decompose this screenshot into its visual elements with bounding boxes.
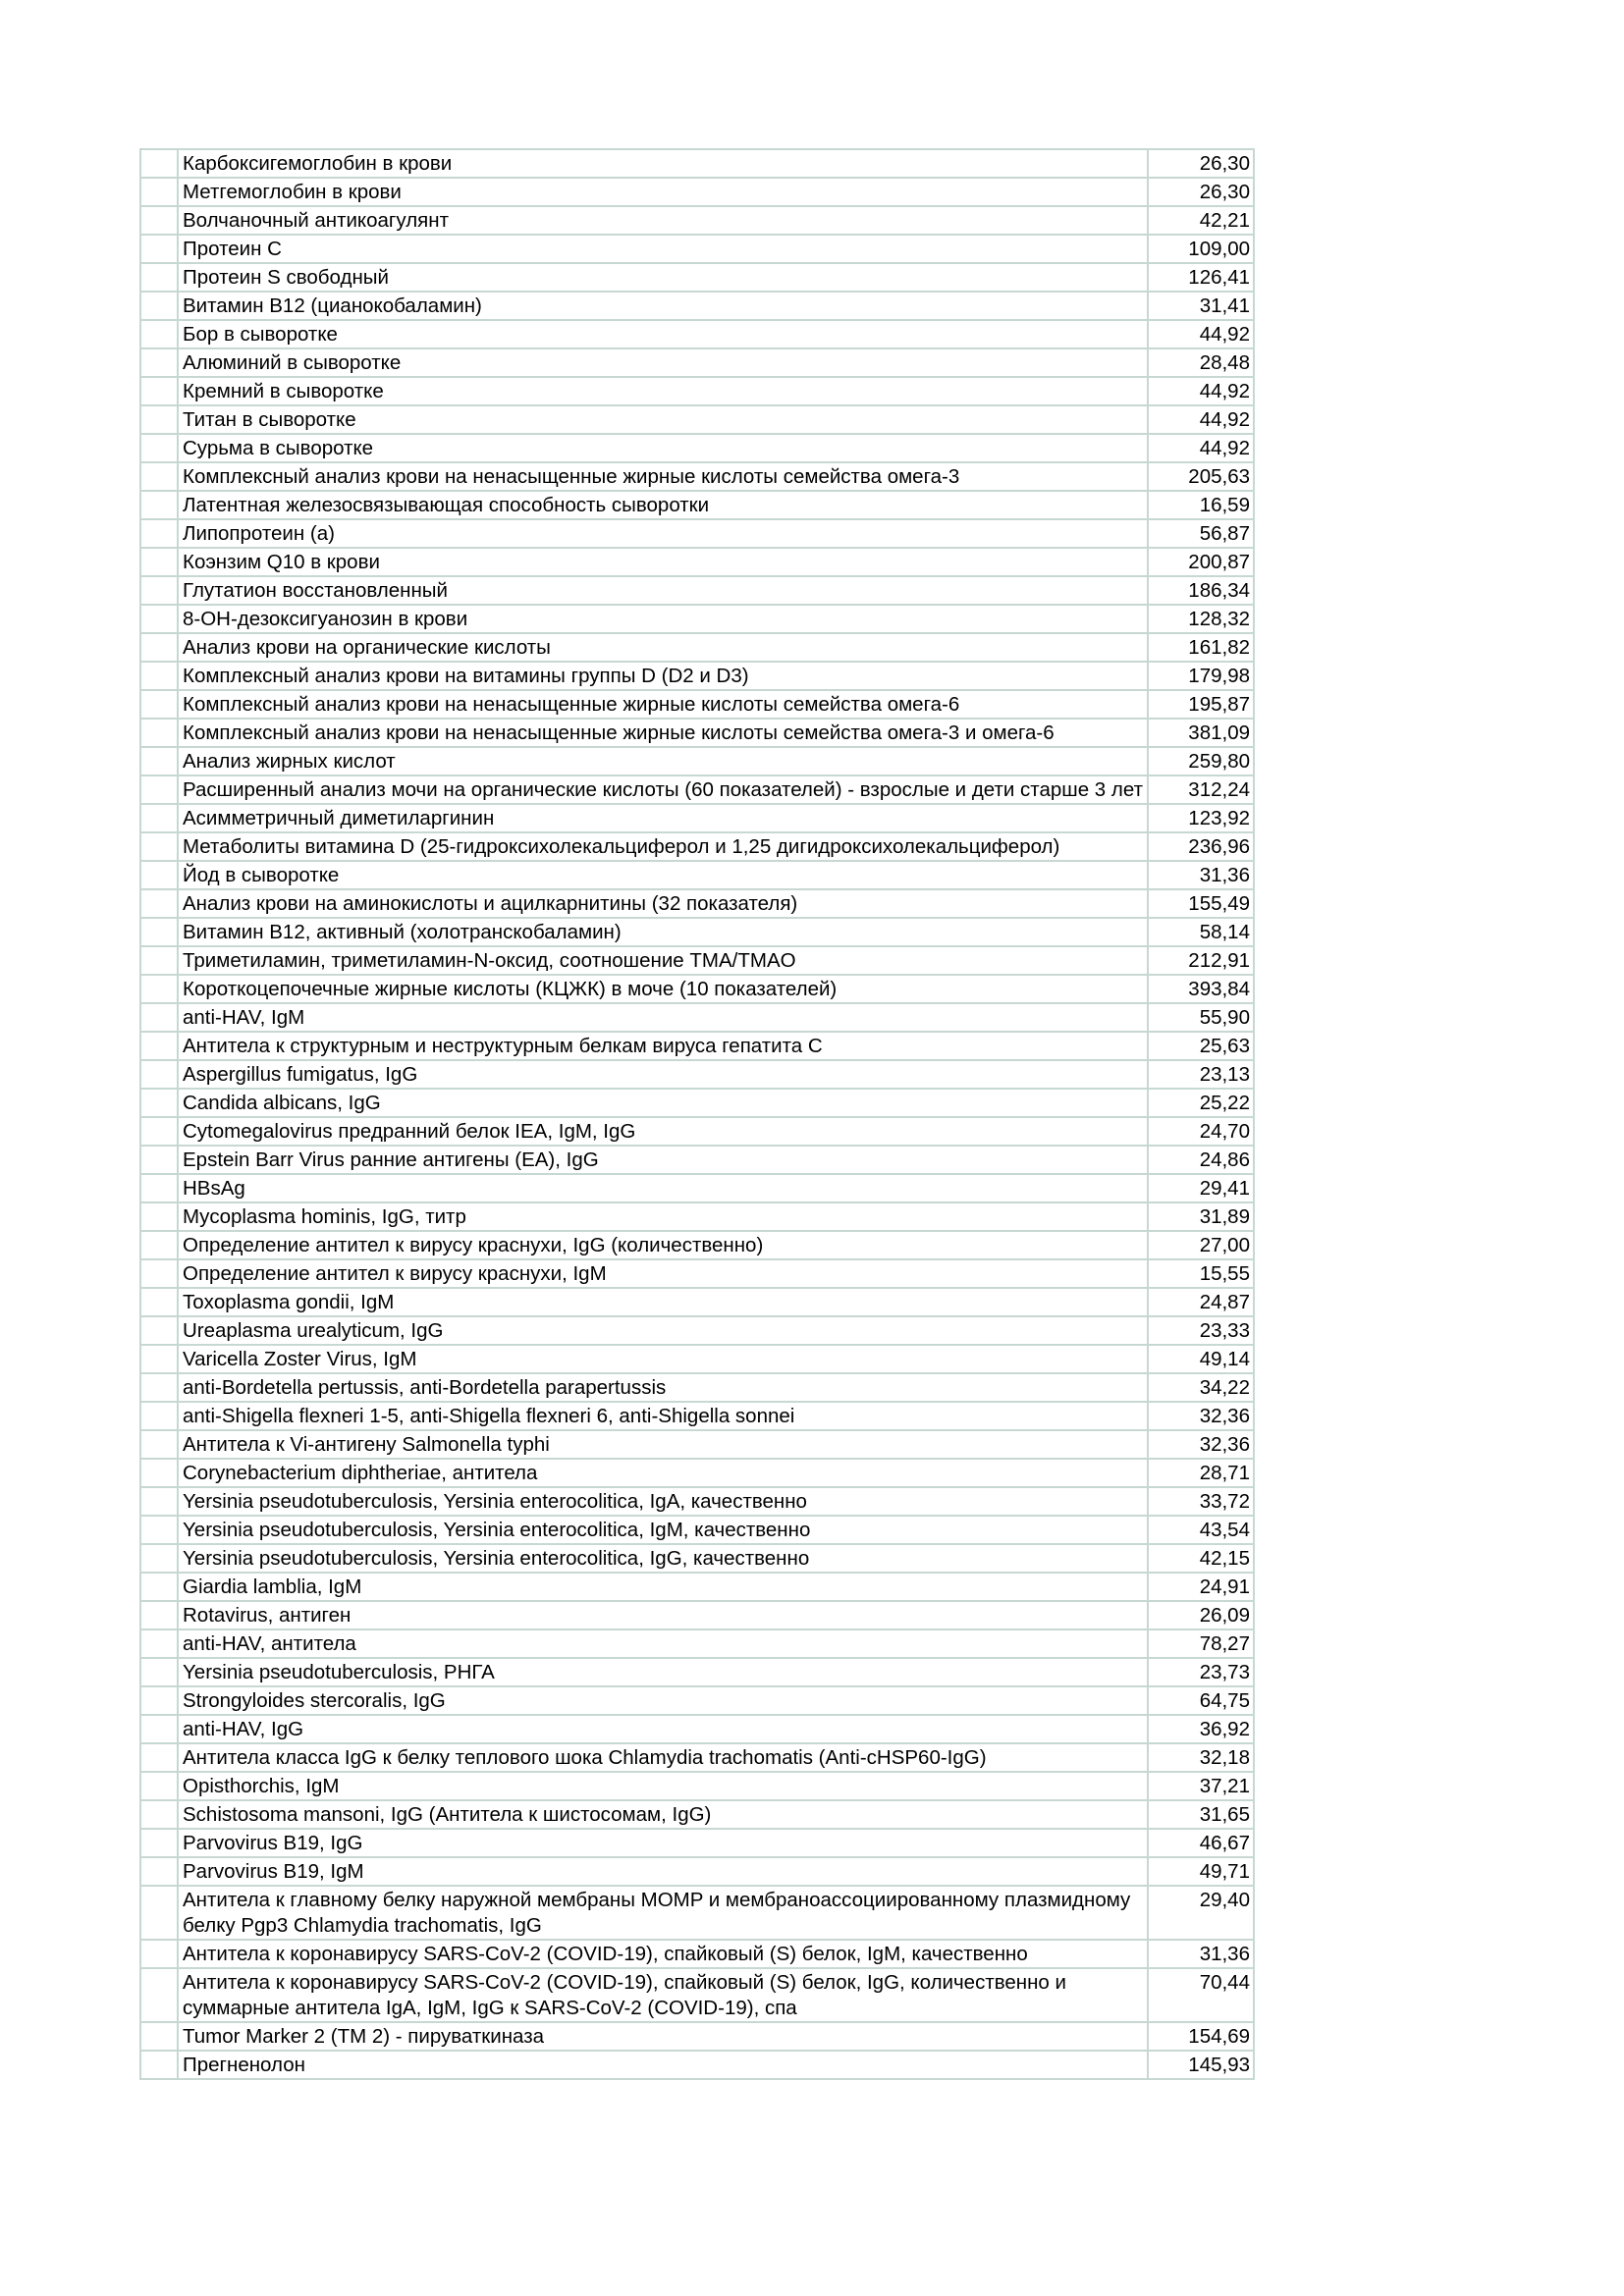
table-row	[140, 1544, 1254, 1573]
row-number-cell	[140, 889, 178, 918]
service-name-cell: anti-Shigella flexneri 1-5, anti-Shigella flexneri 6, anti-Shigella sonnei	[178, 1402, 1148, 1430]
table-row	[140, 1658, 1254, 1686]
table-row	[140, 1487, 1254, 1516]
row-number-cell	[140, 1288, 178, 1316]
table-row	[140, 1601, 1254, 1629]
table-row	[140, 1259, 1254, 1288]
service-name-cell: anti-HAV, антитела	[178, 1629, 1148, 1658]
row-number-cell	[140, 662, 178, 690]
table-row	[140, 2022, 1254, 2051]
price-cell: 43,54	[1148, 1516, 1254, 1544]
price-cell: 44,92	[1148, 377, 1254, 405]
row-number-cell	[140, 491, 178, 519]
row-number-cell	[140, 1373, 178, 1402]
price-cell: 179,98	[1148, 662, 1254, 690]
service-name-cell: Candida albicans, IgG	[178, 1089, 1148, 1117]
service-name-cell: Антитела к коронавирусу SARS-CoV-2 (COVID-19), спайковый (S) белок, IgG, количественно и суммарные антитела IgA, IgM, IgG к SARS-CoV-2 (COVID-19), спа	[178, 1968, 1148, 2022]
table-row	[140, 889, 1254, 918]
table-row	[140, 719, 1254, 747]
service-name-cell: Прегненолон	[178, 2051, 1148, 2079]
row-number-cell	[140, 1629, 178, 1658]
table-row	[140, 1231, 1254, 1259]
price-cell: 195,87	[1148, 690, 1254, 719]
service-name-cell: Комплексный анализ крови на витамины группы D (D2 и D3)	[178, 662, 1148, 690]
price-cell: 32,18	[1148, 1743, 1254, 1772]
row-number-cell	[140, 1430, 178, 1459]
service-name-cell: Асимметричный диметиларгинин	[178, 804, 1148, 832]
price-cell: 161,82	[1148, 633, 1254, 662]
table-row	[140, 2051, 1254, 2079]
price-cell: 37,21	[1148, 1772, 1254, 1800]
table-row	[140, 1573, 1254, 1601]
service-name-cell: Липопротеин (а)	[178, 519, 1148, 548]
row-number-cell	[140, 1686, 178, 1715]
service-name-cell: Parvovirus B19, IgM	[178, 1857, 1148, 1886]
price-cell: 24,87	[1148, 1288, 1254, 1316]
table-row	[140, 1003, 1254, 1032]
table-row	[140, 548, 1254, 576]
service-name-cell: Yersinia pseudotuberculosis, РНГА	[178, 1658, 1148, 1686]
service-name-cell: Toxoplasma gondii, IgM	[178, 1288, 1148, 1316]
service-name-cell: Определение антител к вирусу краснухи, IgM	[178, 1259, 1148, 1288]
table-row	[140, 519, 1254, 548]
service-name-cell: Бор в сыворотке	[178, 320, 1148, 348]
row-number-cell	[140, 149, 178, 178]
service-name-cell: Антитела к коронавирусу SARS-CoV-2 (COVID-19), спайковый (S) белок, IgM, качественно	[178, 1940, 1148, 1968]
table-row	[140, 1174, 1254, 1202]
table-row	[140, 1089, 1254, 1117]
table-row	[140, 1886, 1254, 1940]
service-name-cell: Короткоцепочечные жирные кислоты (КЦЖК) в моче (10 показателей)	[178, 975, 1148, 1003]
table-row	[140, 434, 1254, 462]
row-number-cell	[140, 1202, 178, 1231]
table-row	[140, 1829, 1254, 1857]
table-row	[140, 235, 1254, 263]
row-number-cell	[140, 1174, 178, 1202]
table-row	[140, 804, 1254, 832]
service-name-cell: Антитела к Vi-антигену Salmonella typhi	[178, 1430, 1148, 1459]
table-row	[140, 1715, 1254, 1743]
price-cell: 145,93	[1148, 2051, 1254, 2079]
service-name-cell: Giardia lamblia, IgM	[178, 1573, 1148, 1601]
table-row	[140, 462, 1254, 491]
row-number-cell	[140, 2022, 178, 2051]
service-name-cell: Epstein Barr Virus ранние антигены (EA), IgG	[178, 1146, 1148, 1174]
service-name-cell: Комплексный анализ крови на ненасыщенные жирные кислоты семейства омега-6	[178, 690, 1148, 719]
row-number-cell	[140, 548, 178, 576]
price-cell: 31,36	[1148, 1940, 1254, 1968]
service-name-cell: Глутатион восстановленный	[178, 576, 1148, 605]
price-cell: 49,71	[1148, 1857, 1254, 1886]
price-cell: 154,69	[1148, 2022, 1254, 2051]
row-number-cell	[140, 178, 178, 206]
row-number-cell	[140, 1886, 178, 1940]
price-cell: 56,87	[1148, 519, 1254, 548]
price-cell: 24,91	[1148, 1573, 1254, 1601]
row-number-cell	[140, 747, 178, 775]
table-row	[140, 1968, 1254, 2022]
row-number-cell	[140, 263, 178, 292]
row-number-cell	[140, 1715, 178, 1743]
service-name-cell: Mycoplasma hominis, IgG, титр	[178, 1202, 1148, 1231]
row-number-cell	[140, 1345, 178, 1373]
table-row	[140, 1940, 1254, 1968]
table-row	[140, 1202, 1254, 1231]
row-number-cell	[140, 1259, 178, 1288]
price-cell: 123,92	[1148, 804, 1254, 832]
table-row	[140, 1459, 1254, 1487]
price-cell: 29,41	[1148, 1174, 1254, 1202]
table-row	[140, 1686, 1254, 1715]
service-name-cell: Ureaplasma urealyticum, IgG	[178, 1316, 1148, 1345]
row-number-cell	[140, 1857, 178, 1886]
service-name-cell: Кремний в сыворотке	[178, 377, 1148, 405]
price-cell: 25,22	[1148, 1089, 1254, 1117]
price-cell: 23,33	[1148, 1316, 1254, 1345]
row-number-cell	[140, 206, 178, 235]
price-cell: 33,72	[1148, 1487, 1254, 1516]
service-name-cell: Corynebacterium diphtheriae, антитела	[178, 1459, 1148, 1487]
service-name-cell: Триметиламин, триметиламин-N-оксид, соотношение TMA/TMAO	[178, 946, 1148, 975]
service-name-cell: Титан в сыворотке	[178, 405, 1148, 434]
table-row	[140, 178, 1254, 206]
price-cell: 155,49	[1148, 889, 1254, 918]
service-name-cell: Латентная железосвязывающая способность сыворотки	[178, 491, 1148, 519]
service-name-cell: Varicella Zoster Virus, IgM	[178, 1345, 1148, 1373]
price-cell: 26,09	[1148, 1601, 1254, 1629]
service-name-cell: Волчаночный антикоагулянт	[178, 206, 1148, 235]
service-name-cell: Коэнзим Q10 в крови	[178, 548, 1148, 576]
price-cell: 128,32	[1148, 605, 1254, 633]
table-row	[140, 946, 1254, 975]
row-number-cell	[140, 918, 178, 946]
service-name-cell: Антитела класса IgG к белку теплового шока Chlamydia trachomatis (Anti-cHSP60-IgG)	[178, 1743, 1148, 1772]
table-row	[140, 832, 1254, 861]
service-name-cell: Витамин В12, активный (холотранскобаламин)	[178, 918, 1148, 946]
row-number-cell	[140, 1060, 178, 1089]
price-cell: 23,73	[1148, 1658, 1254, 1686]
table-row	[140, 1117, 1254, 1146]
service-name-cell: Сурьма в сыворотке	[178, 434, 1148, 462]
table-row	[140, 377, 1254, 405]
row-number-cell	[140, 1516, 178, 1544]
service-name-cell: Алюминий в сыворотке	[178, 348, 1148, 377]
table-row	[140, 1402, 1254, 1430]
service-name-cell: Определение антител к вирусу краснухи, IgG (количественно)	[178, 1231, 1148, 1259]
price-cell: 15,55	[1148, 1259, 1254, 1288]
table-row	[140, 1060, 1254, 1089]
service-name-cell: Протеин S свободный	[178, 263, 1148, 292]
row-number-cell	[140, 1968, 178, 2022]
row-number-cell	[140, 975, 178, 1003]
service-name-cell: Yersinia pseudotuberculosis, Yersinia enterocolitica, IgM, качественно	[178, 1516, 1148, 1544]
row-number-cell	[140, 719, 178, 747]
service-name-cell: Yersinia pseudotuberculosis, Yersinia enterocolitica, IgG, качественно	[178, 1544, 1148, 1573]
service-name-cell: Расширенный анализ мочи на органические кислоты (60 показателей) - взрослые и дети старше 3 лет	[178, 775, 1148, 804]
price-cell: 312,24	[1148, 775, 1254, 804]
table-row	[140, 348, 1254, 377]
table-row	[140, 975, 1254, 1003]
price-cell: 44,92	[1148, 405, 1254, 434]
service-name-cell: Анализ жирных кислот	[178, 747, 1148, 775]
price-cell: 64,75	[1148, 1686, 1254, 1715]
service-name-cell: Yersinia pseudotuberculosis, Yersinia enterocolitica, IgA, качественно	[178, 1487, 1148, 1516]
table-row	[140, 1516, 1254, 1544]
price-cell: 28,48	[1148, 348, 1254, 377]
row-number-cell	[140, 1743, 178, 1772]
table-row	[140, 263, 1254, 292]
table-row	[140, 491, 1254, 519]
row-number-cell	[140, 235, 178, 263]
row-number-cell	[140, 1940, 178, 1968]
price-cell: 42,15	[1148, 1544, 1254, 1573]
table-row	[140, 1032, 1254, 1060]
row-number-cell	[140, 832, 178, 861]
row-number-cell	[140, 1032, 178, 1060]
table-row	[140, 690, 1254, 719]
row-number-cell	[140, 861, 178, 889]
price-cell: 259,80	[1148, 747, 1254, 775]
price-cell: 55,90	[1148, 1003, 1254, 1032]
row-number-cell	[140, 804, 178, 832]
price-cell: 126,41	[1148, 263, 1254, 292]
row-number-cell	[140, 1601, 178, 1629]
row-number-cell	[140, 775, 178, 804]
price-cell: 186,34	[1148, 576, 1254, 605]
price-cell: 36,92	[1148, 1715, 1254, 1743]
price-cell: 24,70	[1148, 1117, 1254, 1146]
price-cell: 46,67	[1148, 1829, 1254, 1857]
row-number-cell	[140, 1772, 178, 1800]
row-number-cell	[140, 405, 178, 434]
price-cell: 24,86	[1148, 1146, 1254, 1174]
table-row	[140, 206, 1254, 235]
row-number-cell	[140, 690, 178, 719]
table-row	[140, 918, 1254, 946]
service-name-cell: Rotavirus, антиген	[178, 1601, 1148, 1629]
price-cell: 42,21	[1148, 206, 1254, 235]
service-name-cell: Протеин С	[178, 235, 1148, 263]
table-row	[140, 1345, 1254, 1373]
price-cell: 31,89	[1148, 1202, 1254, 1231]
row-number-cell	[140, 576, 178, 605]
price-cell: 27,00	[1148, 1231, 1254, 1259]
price-cell: 109,00	[1148, 235, 1254, 263]
row-number-cell	[140, 1544, 178, 1573]
price-cell: 381,09	[1148, 719, 1254, 747]
row-number-cell	[140, 1402, 178, 1430]
service-name-cell: Opisthorchis, IgM	[178, 1772, 1148, 1800]
service-name-cell: Антитела к структурным и неструктурным белкам вируса гепатита С	[178, 1032, 1148, 1060]
service-name-cell: HBsAg	[178, 1174, 1148, 1202]
service-name-cell: Schistosoma mansoni, IgG (Антитела к шистосомам, IgG)	[178, 1800, 1148, 1829]
table-row	[140, 775, 1254, 804]
service-name-cell: Витамин В12 (цианокобаламин)	[178, 292, 1148, 320]
table-row	[140, 1316, 1254, 1345]
table-row	[140, 1430, 1254, 1459]
table-row	[140, 320, 1254, 348]
table-row	[140, 633, 1254, 662]
table-row	[140, 1800, 1254, 1829]
row-number-cell	[140, 1316, 178, 1345]
price-cell: 49,14	[1148, 1345, 1254, 1373]
price-cell: 200,87	[1148, 548, 1254, 576]
service-name-cell: Strongyloides stercoralis, IgG	[178, 1686, 1148, 1715]
table-row	[140, 1743, 1254, 1772]
row-number-cell	[140, 348, 178, 377]
service-name-cell: Tumor Marker 2 (TM 2) - пируваткиназа	[178, 2022, 1148, 2051]
price-cell: 29,40	[1148, 1886, 1254, 1940]
price-cell: 32,36	[1148, 1402, 1254, 1430]
row-number-cell	[140, 519, 178, 548]
price-cell: 44,92	[1148, 320, 1254, 348]
row-number-cell	[140, 1573, 178, 1601]
row-number-cell	[140, 1459, 178, 1487]
table-row	[140, 149, 1254, 178]
table-row	[140, 861, 1254, 889]
price-cell: 31,36	[1148, 861, 1254, 889]
price-cell: 25,63	[1148, 1032, 1254, 1060]
row-number-cell	[140, 1146, 178, 1174]
row-number-cell	[140, 2051, 178, 2079]
price-table-body	[140, 149, 1254, 2079]
price-table	[139, 148, 1255, 2080]
row-number-cell	[140, 1800, 178, 1829]
table-row	[140, 1288, 1254, 1316]
service-name-cell: Йод в сыворотке	[178, 861, 1148, 889]
row-number-cell	[140, 320, 178, 348]
table-row	[140, 1629, 1254, 1658]
row-number-cell	[140, 1487, 178, 1516]
row-number-cell	[140, 377, 178, 405]
price-cell: 31,41	[1148, 292, 1254, 320]
price-cell: 58,14	[1148, 918, 1254, 946]
row-number-cell	[140, 946, 178, 975]
price-cell: 16,59	[1148, 491, 1254, 519]
price-cell: 236,96	[1148, 832, 1254, 861]
price-cell: 70,44	[1148, 1968, 1254, 2022]
row-number-cell	[140, 1231, 178, 1259]
service-name-cell: Метгемоглобин в крови	[178, 178, 1148, 206]
table-row	[140, 1857, 1254, 1886]
price-cell: 44,92	[1148, 434, 1254, 462]
row-number-cell	[140, 1089, 178, 1117]
service-name-cell: Parvovirus B19, IgG	[178, 1829, 1148, 1857]
row-number-cell	[140, 1829, 178, 1857]
row-number-cell	[140, 462, 178, 491]
row-number-cell	[140, 1117, 178, 1146]
table-row	[140, 576, 1254, 605]
service-name-cell: Cytomegalovirus предранний белок IEA, IgM, IgG	[178, 1117, 1148, 1146]
price-cell: 23,13	[1148, 1060, 1254, 1089]
price-cell: 26,30	[1148, 149, 1254, 178]
service-name-cell: Антитела к главному белку наружной мембраны MOMP и мембраноассоциированному плазмидному белку Pgp3 Chlamydia trachomatis, IgG	[178, 1886, 1148, 1940]
row-number-cell	[140, 633, 178, 662]
row-number-cell	[140, 292, 178, 320]
service-name-cell: Карбоксигемоглобин в крови	[178, 149, 1148, 178]
service-name-cell: Комплексный анализ крови на ненасыщенные жирные кислоты семейства омега-3 и омега-6	[178, 719, 1148, 747]
service-name-cell: Метаболиты витамина D (25-гидроксихолекальциферол и 1,25 дигидроксихолекальциферол)	[178, 832, 1148, 861]
price-cell: 28,71	[1148, 1459, 1254, 1487]
service-name-cell: Анализ крови на аминокислоты и ацилкарнитины (32 показателя)	[178, 889, 1148, 918]
price-cell: 26,30	[1148, 178, 1254, 206]
table-row	[140, 605, 1254, 633]
price-cell: 31,65	[1148, 1800, 1254, 1829]
row-number-cell	[140, 1003, 178, 1032]
service-name-cell: anti-HAV, IgG	[178, 1715, 1148, 1743]
table-row	[140, 747, 1254, 775]
table-row	[140, 405, 1254, 434]
service-name-cell: Комплексный анализ крови на ненасыщенные жирные кислоты семейства омега-3	[178, 462, 1148, 491]
service-name-cell: Анализ крови на органические кислоты	[178, 633, 1148, 662]
price-cell: 78,27	[1148, 1629, 1254, 1658]
price-cell: 205,63	[1148, 462, 1254, 491]
price-cell: 393,84	[1148, 975, 1254, 1003]
table-row	[140, 662, 1254, 690]
table-row	[140, 292, 1254, 320]
service-name-cell: 8-ОН-дезоксигуанозин в крови	[178, 605, 1148, 633]
price-cell: 34,22	[1148, 1373, 1254, 1402]
table-row	[140, 1146, 1254, 1174]
row-number-cell	[140, 434, 178, 462]
table-row	[140, 1772, 1254, 1800]
price-cell: 212,91	[1148, 946, 1254, 975]
service-name-cell: anti-Bordetella pertussis, anti-Bordetella parapertussis	[178, 1373, 1148, 1402]
price-cell: 32,36	[1148, 1430, 1254, 1459]
table-row	[140, 1373, 1254, 1402]
service-name-cell: Aspergillus fumigatus, IgG	[178, 1060, 1148, 1089]
row-number-cell	[140, 605, 178, 633]
service-name-cell: anti-HAV, IgM	[178, 1003, 1148, 1032]
row-number-cell	[140, 1658, 178, 1686]
